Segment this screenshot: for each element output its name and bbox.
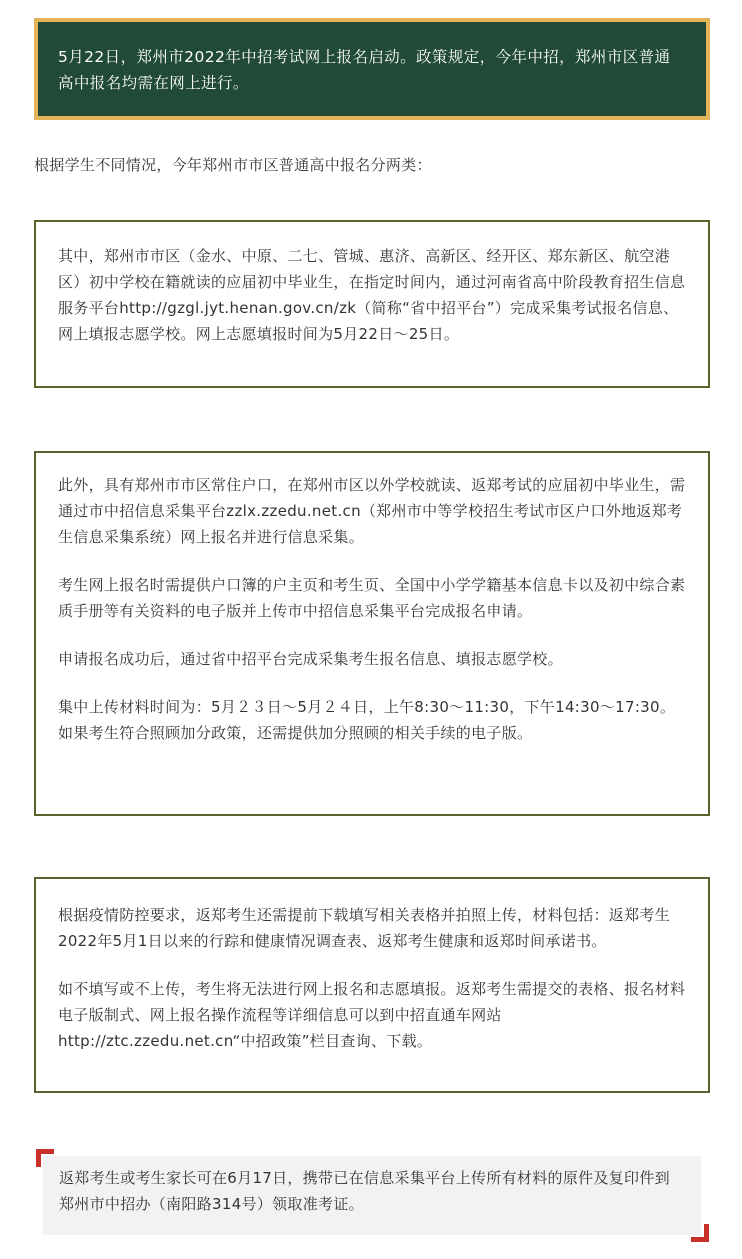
headline-text: 5月22日，郑州市2022年中招考试网上报名启动。政策规定，今年中招，郑州市区普通高中报名均需在网上进行。 bbox=[58, 48, 671, 92]
paragraph: 如不填写或不上传，考生将无法进行网上报名和志愿填报。返郑考生需提交的表格、报名材料电子版制式、网上报名操作流程等详细信息可以到中招直通车网站http://ztc.zzedu.net.cn“中招政策”栏目查询、下载。 bbox=[58, 980, 686, 1050]
admission-ticket-note bbox=[43, 1156, 701, 1235]
intro-text: 根据学生不同情况，今年郑州市市区普通高中报名分两类： bbox=[34, 156, 432, 174]
paragraph: 其中，郑州市市区（金水、中原、二七、管城、惠济、高新区、经开区、郑东新区、航空港区）初中学校在籍就读的应届初中毕业生，在指定时间内，通过河南省高中阶段教育招生信息服务平台http://gzgl.jyt.henan.gov.cn/zk（简称“省中招平台”）完成采集考试报名信息、网上填报志愿学校。网上志愿填报时间为5月22日～25日。 bbox=[58, 247, 686, 343]
paragraph: 集中上传材料时间为：5月２３日～5月２４日，上午8:30～11:30，下午14:30～17:30。如果考生符合照顾加分政策，还需提供加分照顾的相关手续的电子版。 bbox=[58, 698, 676, 742]
headline-banner bbox=[34, 18, 710, 120]
paragraph: 考生网上报名时需提供户口簿的户主页和考生页、全国中小学学籍基本信息卡以及初中综合素质手册等有关资料的电子版并上传市中招信息采集平台完成报名申请。 bbox=[58, 576, 686, 620]
section-box-epidemic-requirements bbox=[34, 877, 710, 1093]
paragraph: 申请报名成功后，通过省中招平台完成采集考生报名信息、填报志愿学校。 bbox=[58, 650, 563, 668]
section-box-returning-students bbox=[34, 451, 710, 816]
paragraph: 此外，具有郑州市市区常住户口，在郑州市区以外学校就读、返郑考试的应届初中毕业生，需通过市中招信息采集平台zzlx.zzedu.net.cn（郑州市中等学校招生考试市区户口外地返郑考生信息采集系统）网上报名并进行信息采集。 bbox=[58, 476, 686, 546]
section-box-local-students bbox=[34, 220, 710, 388]
note-text: 返郑考生或考生家长可在6月17日，携带已在信息采集平台上传所有材料的原件及复印件到郑州市中招办（南阳路314号）领取准考证。 bbox=[59, 1169, 670, 1213]
paragraph: 根据疫情防控要求，返郑考生还需提前下载填写相关表格并拍照上传，材料包括：返郑考生2022年5月1日以来的行踪和健康情况调查表、返郑考生健康和返郑时间承诺书。 bbox=[58, 906, 671, 950]
corner-bracket-bottom-right bbox=[691, 1224, 709, 1242]
